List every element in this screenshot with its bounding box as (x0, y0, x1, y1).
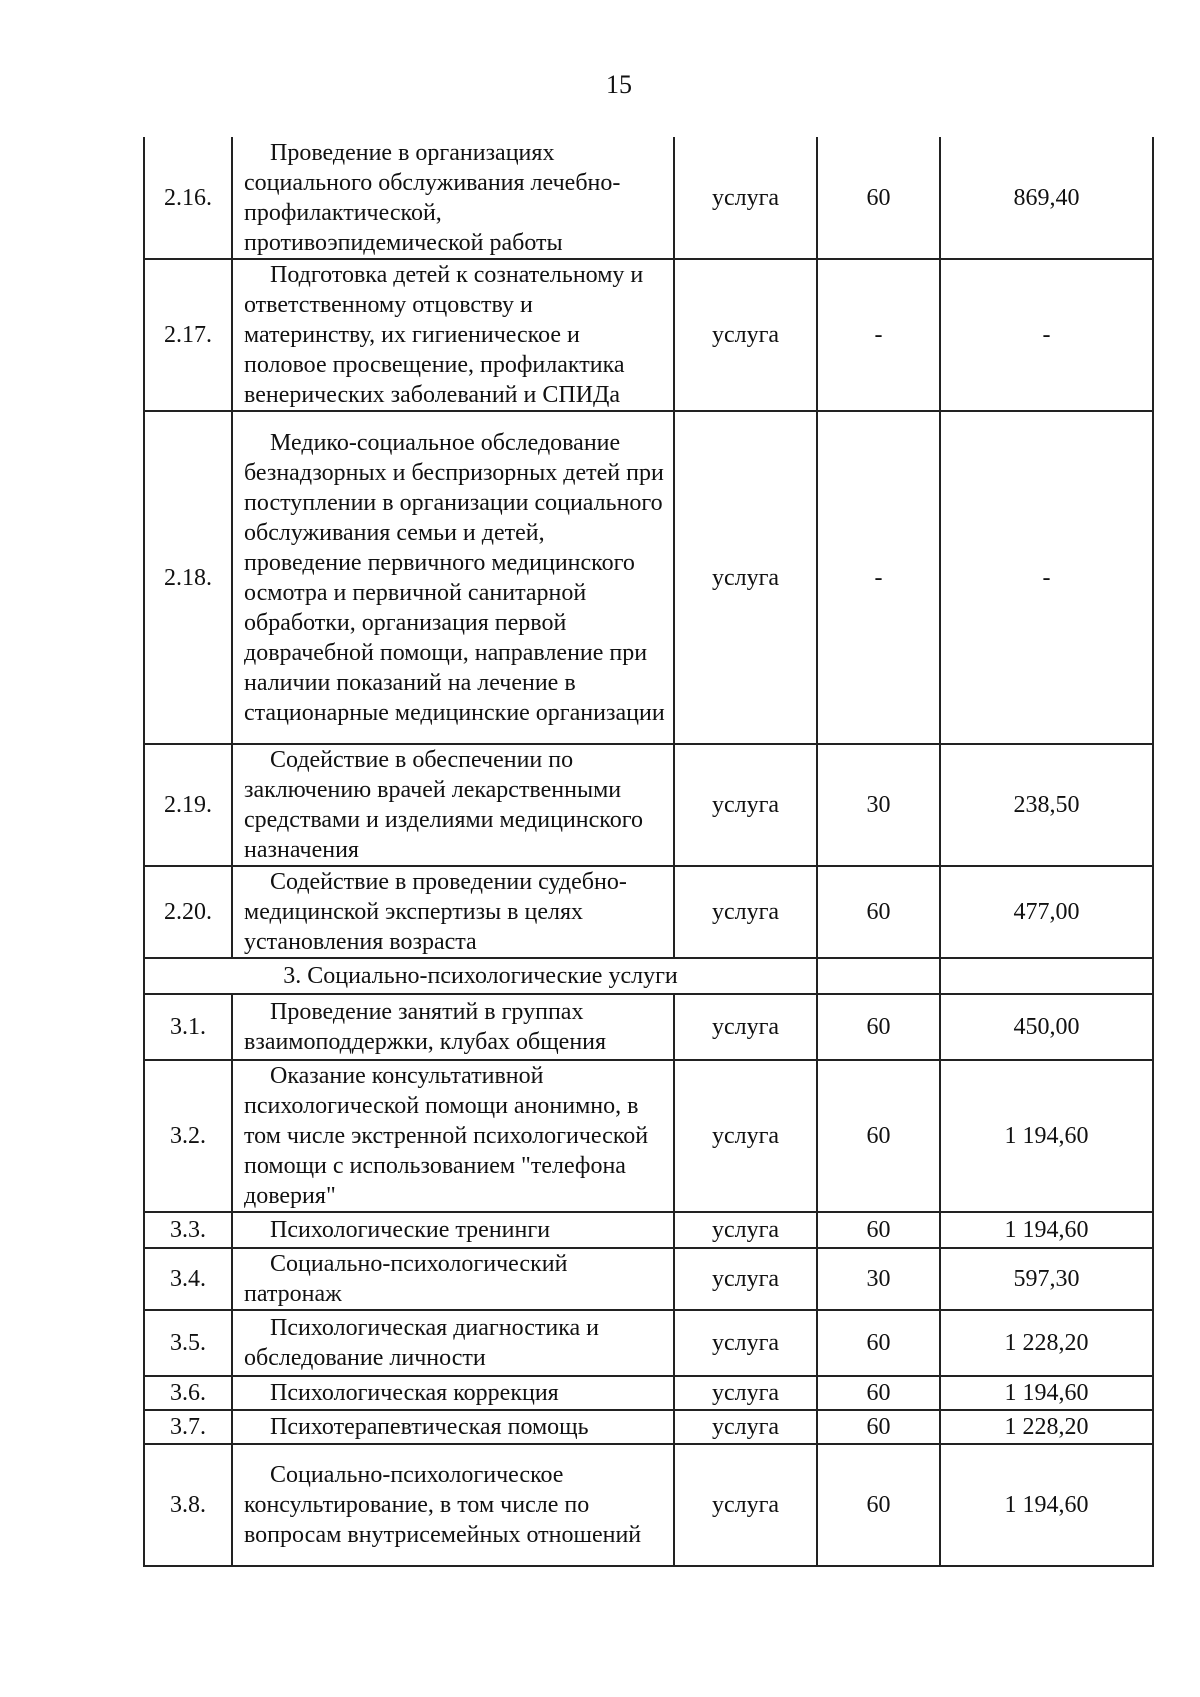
row-number: 2.19. (144, 744, 232, 866)
row-number: 2.20. (144, 866, 232, 958)
table-row (144, 866, 1153, 958)
service-name: Содействие в обеспечении по заключению врачей лекарственными средствами и изделиями медицинского назначения (244, 747, 643, 863)
unit: услуга (674, 137, 817, 259)
time-norm: 60 (817, 1310, 940, 1376)
service-name: Социально-психологический патронаж (244, 1251, 568, 1307)
price: - (940, 411, 1153, 744)
table-row (144, 137, 1153, 259)
price: 869,40 (940, 137, 1153, 259)
price: 238,50 (940, 744, 1153, 866)
unit: услуга (674, 411, 817, 744)
time-norm: 30 (817, 744, 940, 866)
unit: услуга (674, 1376, 817, 1410)
unit: услуга (674, 1410, 817, 1444)
time-norm: 60 (817, 1410, 940, 1444)
service-name: Проведение в организациях социального обслуживания лечебно-профилактической, противоэпидемической работы (244, 139, 621, 256)
table-row (144, 1310, 1153, 1376)
service-name: Проведение занятий в группах взаимоподдержки, клубах общения (244, 999, 607, 1055)
row-number: 3.4. (144, 1248, 232, 1310)
section-row (144, 958, 1153, 994)
price: 1 194,60 (940, 1376, 1153, 1410)
table-row (144, 1212, 1153, 1248)
unit: услуга (674, 1444, 817, 1566)
service-name: Содействие в проведении судебно-медицинской экспертизы в целях установления возраста (244, 869, 627, 955)
table-row (144, 1410, 1153, 1444)
table-row (144, 744, 1153, 866)
service-name: Социально-психологическое консультирование, в том числе по вопросам внутрисемейных отношений (244, 1462, 642, 1548)
price: 1 194,60 (940, 1212, 1153, 1248)
unit: услуга (674, 1310, 817, 1376)
table-row (144, 1060, 1153, 1212)
price: 597,30 (940, 1248, 1153, 1310)
unit: услуга (674, 1212, 817, 1248)
row-number: 3.7. (144, 1410, 232, 1444)
page-number: 15 (606, 70, 632, 99)
unit: услуга (674, 1248, 817, 1310)
time-norm: 60 (817, 137, 940, 259)
price: 1 194,60 (940, 1060, 1153, 1212)
table-row (144, 994, 1153, 1060)
price: 1 228,20 (940, 1410, 1153, 1444)
service-name: Медико-социальное обследование безнадзорных и беспризорных детей при поступлении в организации социального обслуживания семьи и детей, проведение первичного медицинского осмотра и первичной санитарной обработки, организация первой доврачебной помощи, направление при наличии показаний на лечение в стационарные медицинские организации (244, 429, 665, 726)
time-norm: 60 (817, 1060, 940, 1212)
price: 450,00 (940, 994, 1153, 1060)
table-row (144, 1444, 1153, 1566)
row-number: 3.6. (144, 1376, 232, 1410)
service-name: Психотерапевтическая помощь (270, 1414, 589, 1440)
time-norm: 60 (817, 1444, 940, 1566)
price: 477,00 (940, 866, 1153, 958)
table-row (144, 1376, 1153, 1410)
service-name: Психологические тренинги (270, 1217, 551, 1243)
price: - (940, 259, 1153, 411)
row-number: 2.17. (144, 259, 232, 411)
row-number: 3.8. (144, 1444, 232, 1566)
row-number: 3.1. (144, 994, 232, 1060)
time-norm: 30 (817, 1248, 940, 1310)
time-norm: 60 (817, 866, 940, 958)
unit: услуга (674, 744, 817, 866)
row-number: 3.3. (144, 1212, 232, 1248)
price: 1 194,60 (940, 1444, 1153, 1566)
unit: услуга (674, 1060, 817, 1212)
service-name: Подготовка детей к сознательному и ответственному отцовству и материнству, их гигиеническое и половое просвещение, профилактика венерических заболеваний и СПИДа (244, 262, 644, 408)
time-norm: 60 (817, 1376, 940, 1410)
service-name: Оказание консультативной психологической помощи анонимно, в том числе экстренной психологической помощи с использованием "телефона доверия" (244, 1063, 649, 1209)
price: 1 228,20 (940, 1310, 1153, 1376)
table-row (144, 259, 1153, 411)
services-table (143, 137, 1154, 1567)
time-norm: - (817, 411, 940, 744)
section-title: 3. Социально-психологические услуги (144, 958, 817, 994)
unit: услуга (674, 866, 817, 958)
row-number: 2.16. (144, 137, 232, 259)
service-name: Психологическая коррекция (270, 1380, 559, 1406)
row-number: 3.5. (144, 1310, 232, 1376)
table-row (144, 1248, 1153, 1310)
time-norm: - (817, 259, 940, 411)
service-name: Психологическая диагностика и обследование личности (244, 1315, 599, 1371)
row-number: 2.18. (144, 411, 232, 744)
table-row (144, 411, 1153, 744)
time-norm: 60 (817, 994, 940, 1060)
time-norm: 60 (817, 1212, 940, 1248)
unit: услуга (674, 994, 817, 1060)
row-number: 3.2. (144, 1060, 232, 1212)
unit: услуга (674, 259, 817, 411)
